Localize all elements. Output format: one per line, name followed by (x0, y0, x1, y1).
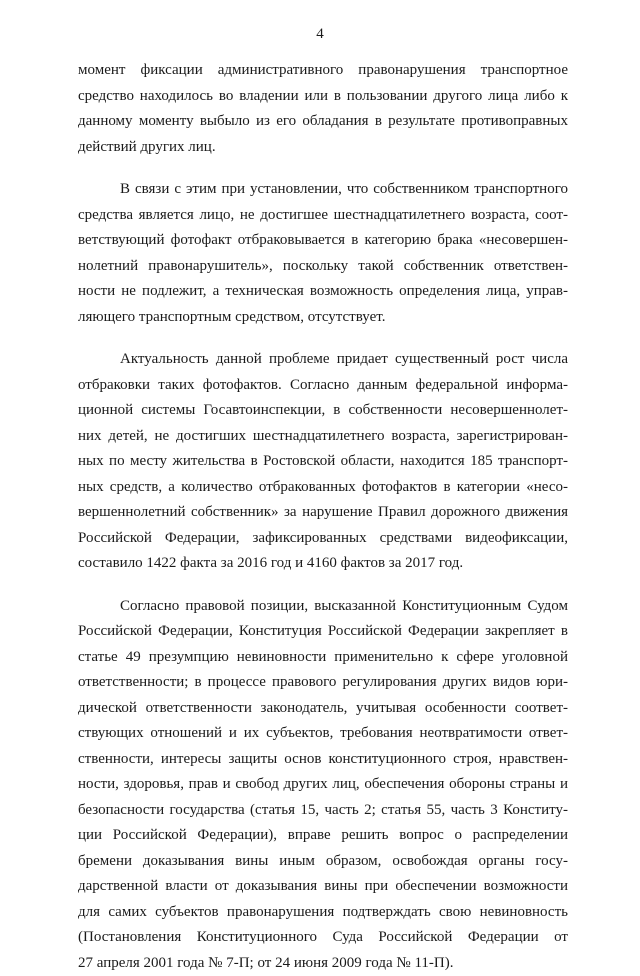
paragraph-1 (78, 58, 568, 160)
text-line: В связи с этим при установлении, что собственником транспортного (78, 177, 568, 203)
text-line: Актуальность данной проблеме придает существенный рост числа (78, 347, 568, 373)
text-line: действий других лиц. (78, 135, 568, 161)
document-body (78, 58, 568, 976)
paragraph-4 (78, 594, 568, 976)
text-line: момент фиксации административного правонарушения транспортное (78, 58, 568, 84)
text-line: ции Российской Федерации), вправе решить вопрос о распределении (78, 823, 568, 849)
paragraph-3 (78, 347, 568, 577)
text-line: ционной системы Госавтоинспекции, в собственности несовершеннолет- (78, 398, 568, 424)
text-line: для самих субъектов правонарушения подтверждать свою невиновность (78, 900, 568, 926)
text-line: Российской Федерации, Конституция Российской Федерации закрепляет в (78, 619, 568, 645)
text-line: ствующих отношений и их субъектов, требования неотвратимости ответ- (78, 721, 568, 747)
text-line: отбраковки таких фотофактов. Согласно данным федеральной информа- (78, 373, 568, 399)
text-line: 27 апреля 2001 года № 7-П; от 24 июня 2009 года № 11-П). (78, 951, 568, 976)
text-line: ответственности; в процессе правового регулирования других видов юри- (78, 670, 568, 696)
text-line: ственности, интересы защиты основ конституционного строя, нравствен- (78, 747, 568, 773)
text-line: средства является лицо, не достигшее шестнадцатилетнего возраста, соот- (78, 203, 568, 229)
text-line: ветствующий фотофакт отбраковывается в категорию брака «несовершен- (78, 228, 568, 254)
text-line: дической ответственности законодатель, учитывая особенности соответ- (78, 696, 568, 722)
text-line: ности не подлежит, а техническая возможность определения лица, управ- (78, 279, 568, 305)
text-line: дарственной власти от доказывания вины при обеспечении возможности (78, 874, 568, 900)
text-line: ных средств, а количество отбракованных фотофактов в категории «несо- (78, 475, 568, 501)
text-line: нолетний правонарушитель», поскольку такой собственник ответствен- (78, 254, 568, 280)
text-line: ности, здоровья, прав и свобод других лиц, обеспечения обороны страны и (78, 772, 568, 798)
text-line: составило 1422 факта за 2016 год и 4160 фактов за 2017 год. (78, 551, 568, 577)
text-line: данному моменту выбыло из его обладания в результате противоправных (78, 109, 568, 135)
text-line: средство находилось во владении или в пользовании другого лица либо к (78, 84, 568, 110)
text-line: Российской Федерации, зафиксированных средствами видеофиксации, (78, 526, 568, 552)
text-line: бремени доказывания вины иным образом, освобождая органы госу- (78, 849, 568, 875)
paragraph-2 (78, 177, 568, 330)
page-number: 4 (0, 26, 640, 43)
text-line: ляющего транспортным средством, отсутствует. (78, 305, 568, 331)
text-line: статье 49 презумпцию невиновности применительно к сфере уголовной (78, 645, 568, 671)
text-line: них детей, не достигших шестнадцатилетнего возраста, зарегистрирован- (78, 424, 568, 450)
text-line: ных по месту жительства в Ростовской области, находится 185 транспорт- (78, 449, 568, 475)
text-line: (Постановления Конституционного Суда Российской Федерации от (78, 925, 568, 951)
text-line: Согласно правовой позиции, высказанной Конституционным Судом (78, 594, 568, 620)
text-line: безопасности государства (статья 15, часть 2; статья 55, часть 3 Конститу- (78, 798, 568, 824)
text-line: вершеннолетний собственник» за нарушение Правил дорожного движения (78, 500, 568, 526)
